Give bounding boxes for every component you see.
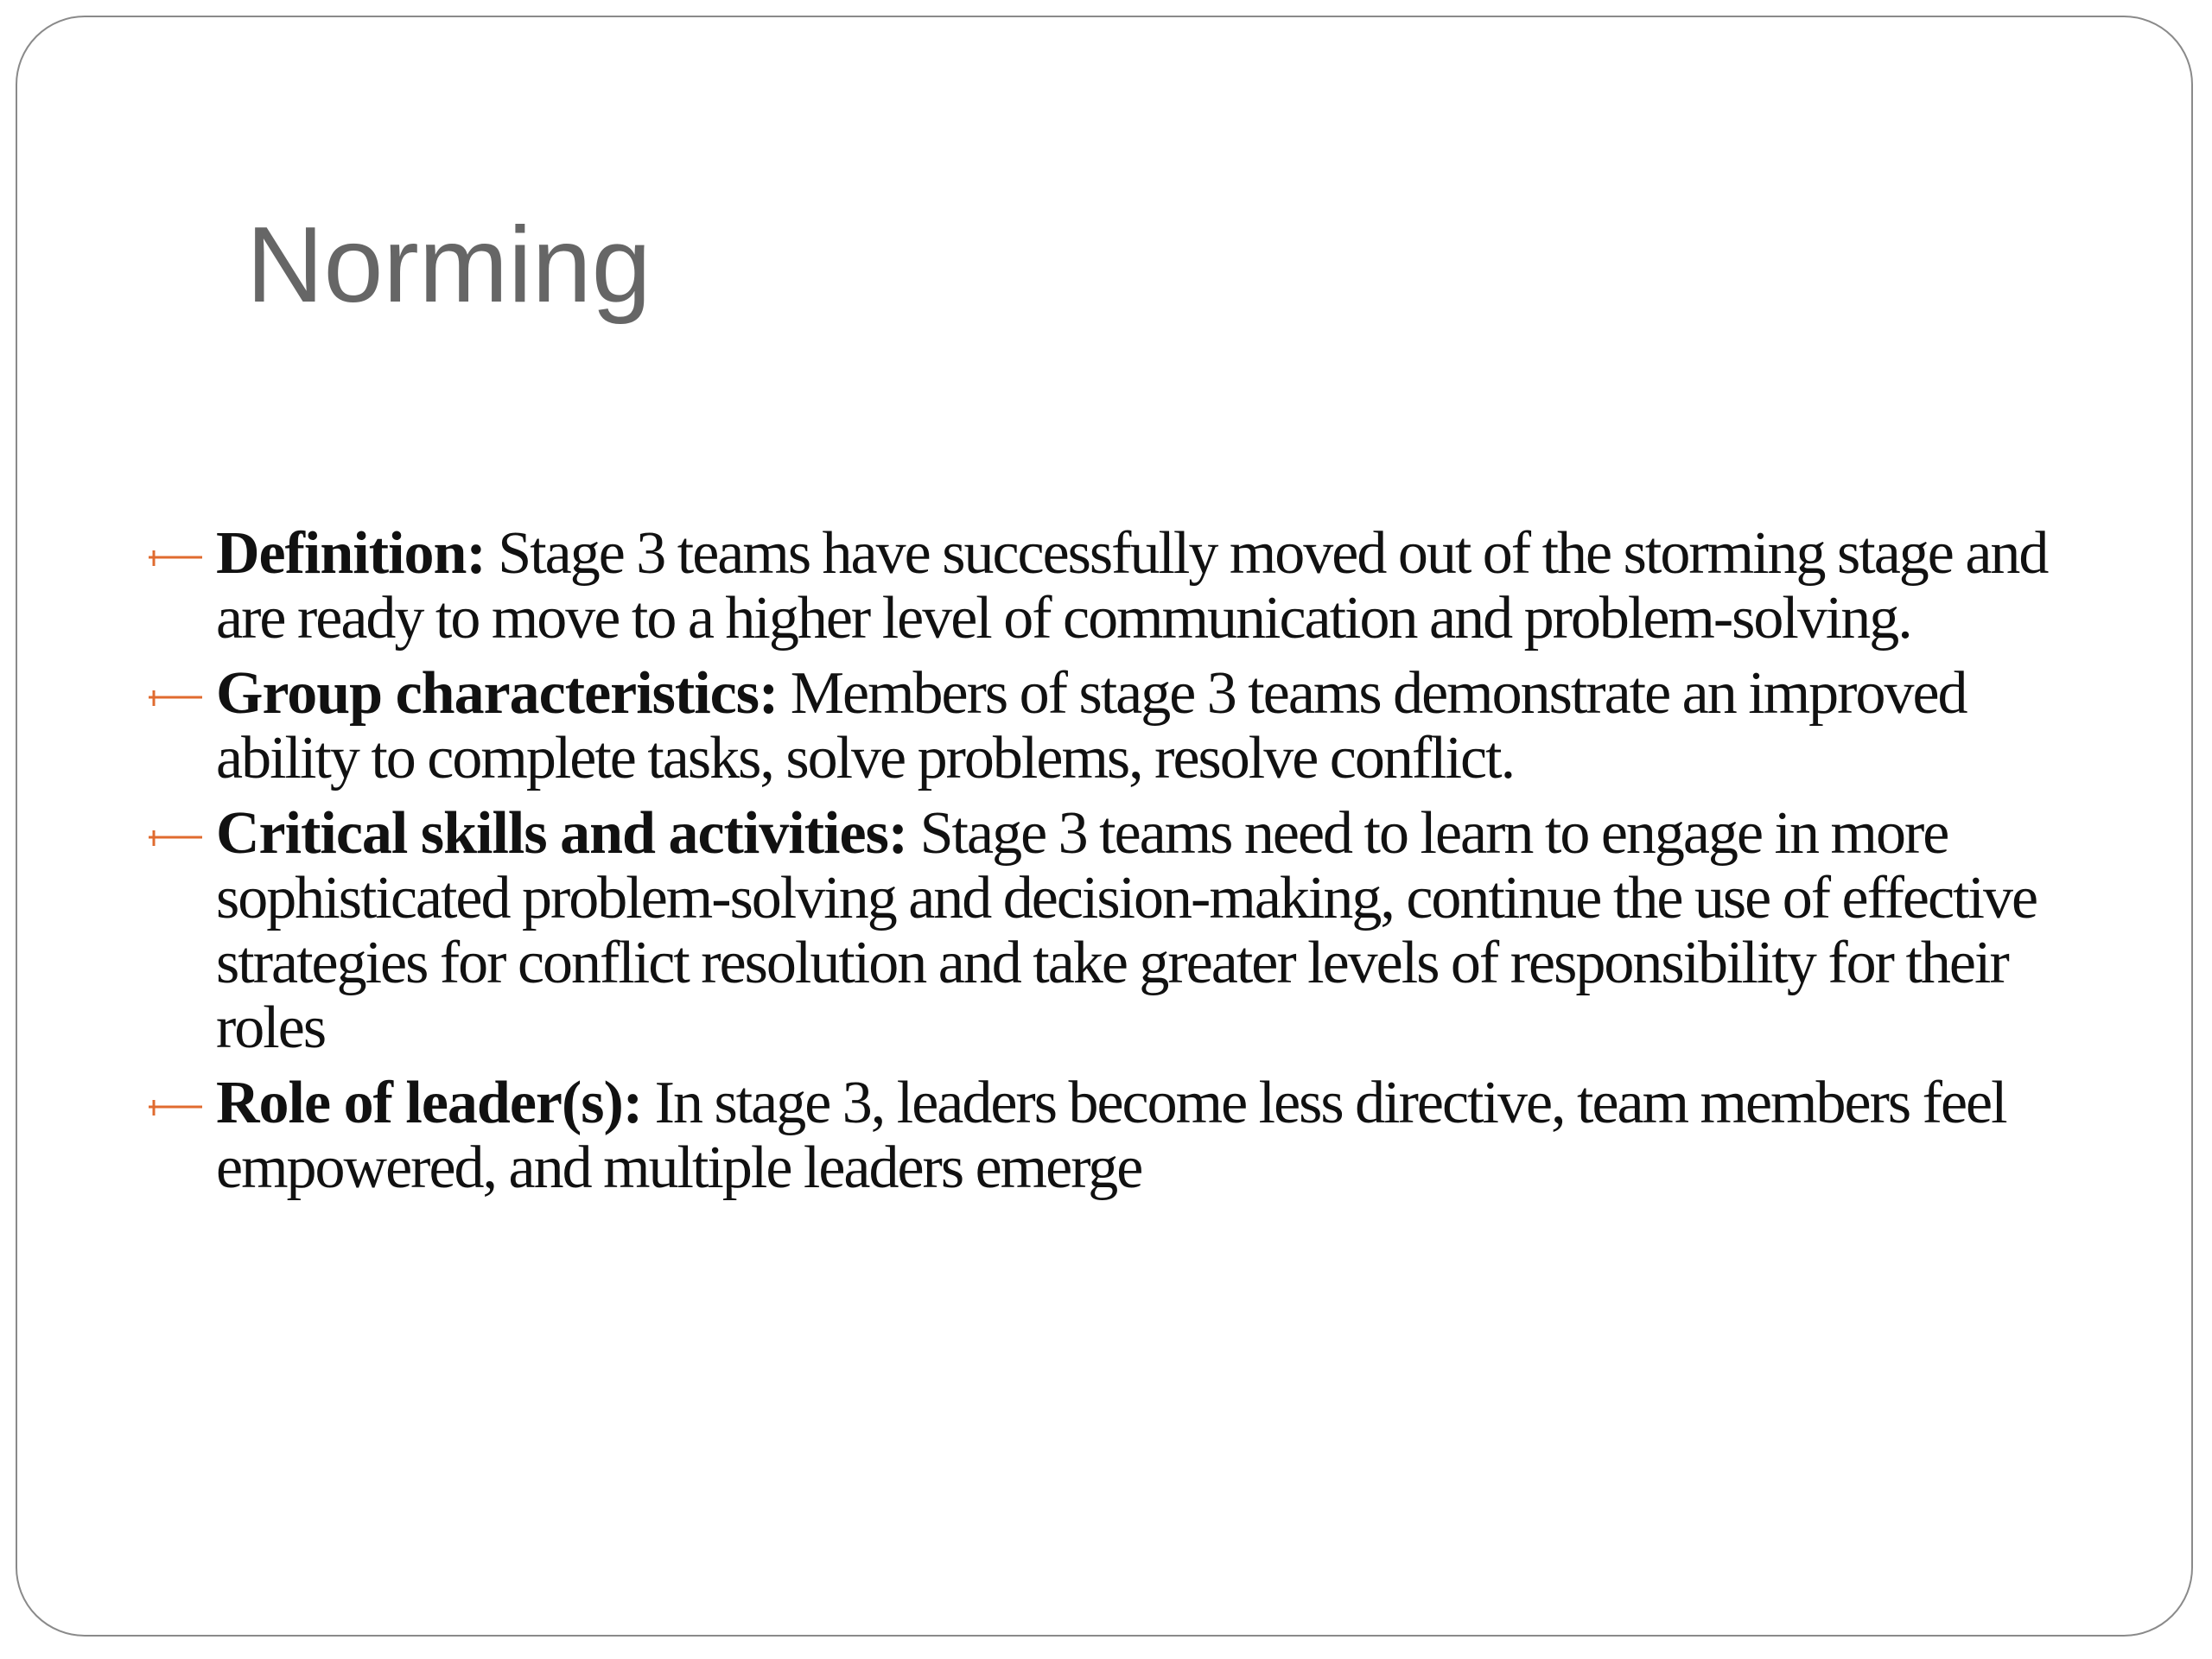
bullet-lead-critical-skills: Critical skills and activities:	[216, 800, 908, 867]
bullet-item-definition	[130, 521, 2117, 651]
bullet-item-group-characteristics	[130, 661, 2117, 791]
bullet-item-role-of-leaders	[130, 1071, 2117, 1200]
bullet-list	[130, 521, 2117, 1211]
bullet-lead-group-characteristics: Group characteristics:	[216, 660, 779, 727]
bullet-item-critical-skills	[130, 801, 2117, 1060]
bullet-text-role-of-leaders: In stage 3, leaders become less directive, team members feel empowered, and multiple leaders emerge	[216, 1070, 2006, 1201]
orange-dash-bullet-icon	[149, 687, 202, 708]
bullet-text-critical-skills: Stage 3 teams need to learn to engage in more sophisticated problem-solving and decision-making, continue the use of effective strategies for conflict resolution and take greater levels of responsibility for their roles	[216, 800, 2037, 1061]
orange-dash-bullet-icon	[149, 827, 202, 848]
orange-dash-bullet-icon	[149, 1096, 202, 1117]
bullet-lead-role-of-leaders: Role of leader(s):	[216, 1070, 643, 1136]
bullet-lead-definition: Definition:	[216, 520, 486, 587]
slide-title: Norming	[246, 206, 652, 325]
orange-dash-bullet-icon	[149, 547, 202, 568]
bullet-text-definition: Stage 3 teams have successfully moved out of the storming stage and are ready to move to a higher level of communication and problem-solving.	[216, 520, 2048, 652]
bullet-text-group-characteristics: Members of stage 3 teams demonstrate an improved ability to complete tasks, solve problems, resolve conflict.	[216, 660, 1967, 791]
slide	[16, 16, 2193, 1637]
